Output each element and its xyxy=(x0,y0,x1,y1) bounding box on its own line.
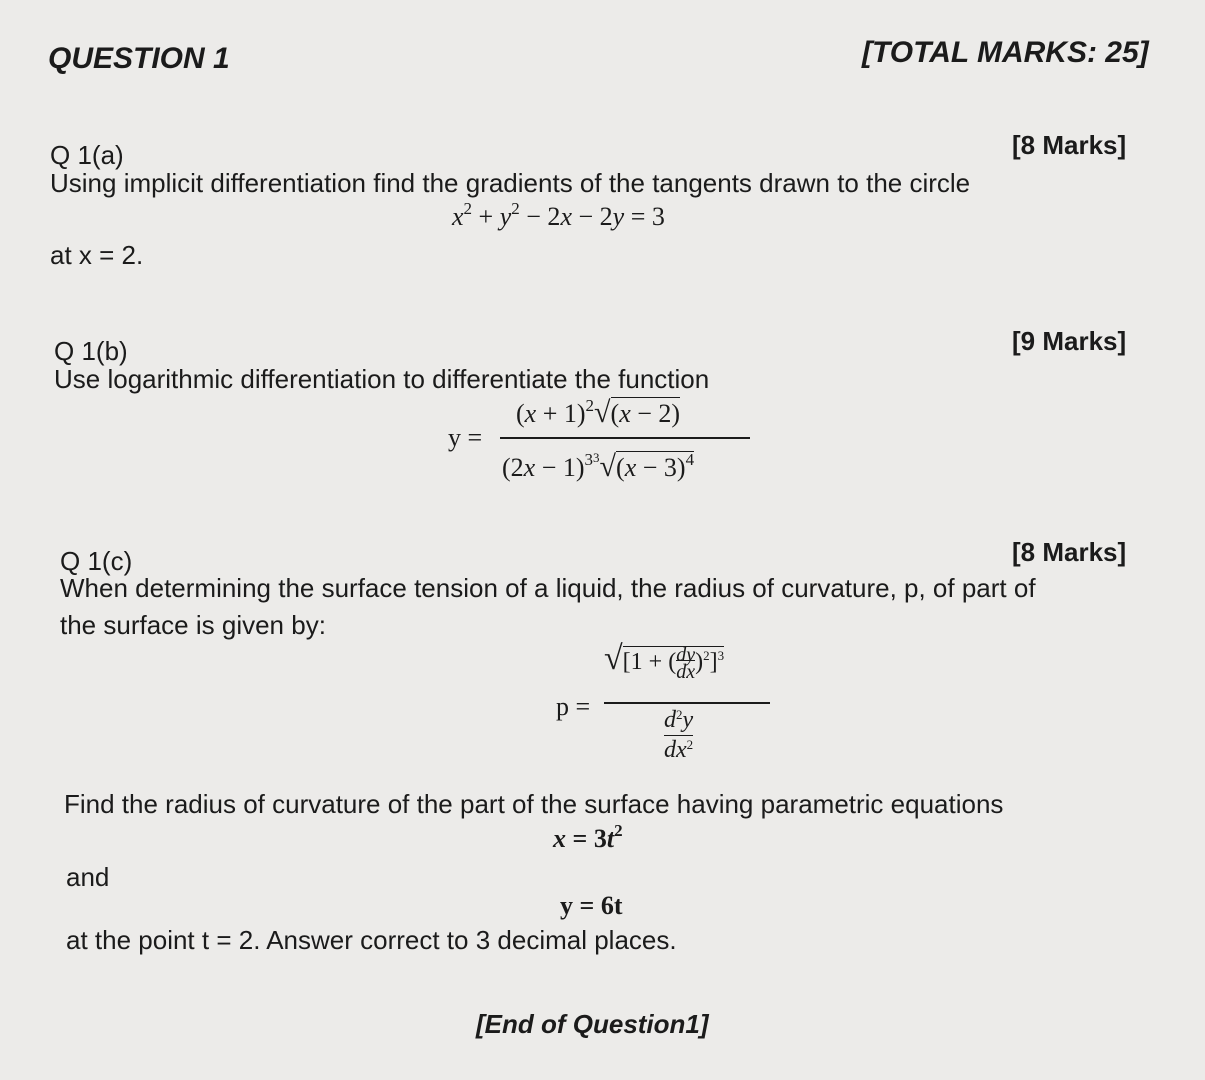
q1c-equation-y: y = 6t xyxy=(560,891,623,920)
q1a-tail: at x = 2. xyxy=(50,240,144,270)
q1c-equation-x: $x = 3t^2$ xyxy=(553,821,623,853)
q1c-and: and xyxy=(66,862,110,892)
q1b-fraction-bar xyxy=(500,437,750,439)
question-title: QUESTION 1 xyxy=(48,42,230,75)
q1c-label: Q 1(c) xyxy=(60,546,133,576)
q1c-tail: at the point t = 2. Answer correct to 3 decimal places. xyxy=(66,925,677,955)
q1c-text-line2: the surface is given by: xyxy=(60,610,326,640)
q1a-marks: [8 Marks] xyxy=(1012,130,1127,160)
q1c-fraction-bar xyxy=(604,702,770,704)
q1c-find-text: Find the radius of curvature of the part of the surface having parametric equations xyxy=(64,789,1004,819)
q1a-equation: $x^2 + y^2 - 2x - 2y = 3$ xyxy=(452,199,665,231)
q1a-text: Using implicit differentiation find the gradients of the tangents drawn to the circle xyxy=(50,168,971,198)
q1b-numerator: $(x + 1)^2√(x - 2)$ xyxy=(516,396,681,429)
q1c-numerator: √[1 + (dy dx)$^2$]$^3$ xyxy=(604,640,725,684)
q1b-text: Use logarithmic differentiation to differentiate the function xyxy=(54,364,710,394)
q1b-marks: [9 Marks] xyxy=(1012,326,1127,356)
q1b-equation-lhs: y = xyxy=(448,423,483,452)
q1c-text-line1: When determining the surface tension of a liquid, the radius of curvature, p, of part of xyxy=(60,573,1036,603)
q1b-label: Q 1(b) xyxy=(54,336,128,366)
q1a-label: Q 1(a) xyxy=(50,140,124,170)
end-of-question: [End of Question1] xyxy=(476,1009,709,1039)
q1b-denominator: $(2x - 1)^{33}√(x - 3)^4$ xyxy=(502,450,695,483)
q1c-denominator: $d^2y$ $dx^2$ xyxy=(664,707,694,763)
total-marks: [TOTAL MARKS: 25] xyxy=(862,36,1149,69)
q1c-marks: [8 Marks] xyxy=(1012,537,1127,567)
q1c-equation-lhs: p = xyxy=(556,692,591,721)
